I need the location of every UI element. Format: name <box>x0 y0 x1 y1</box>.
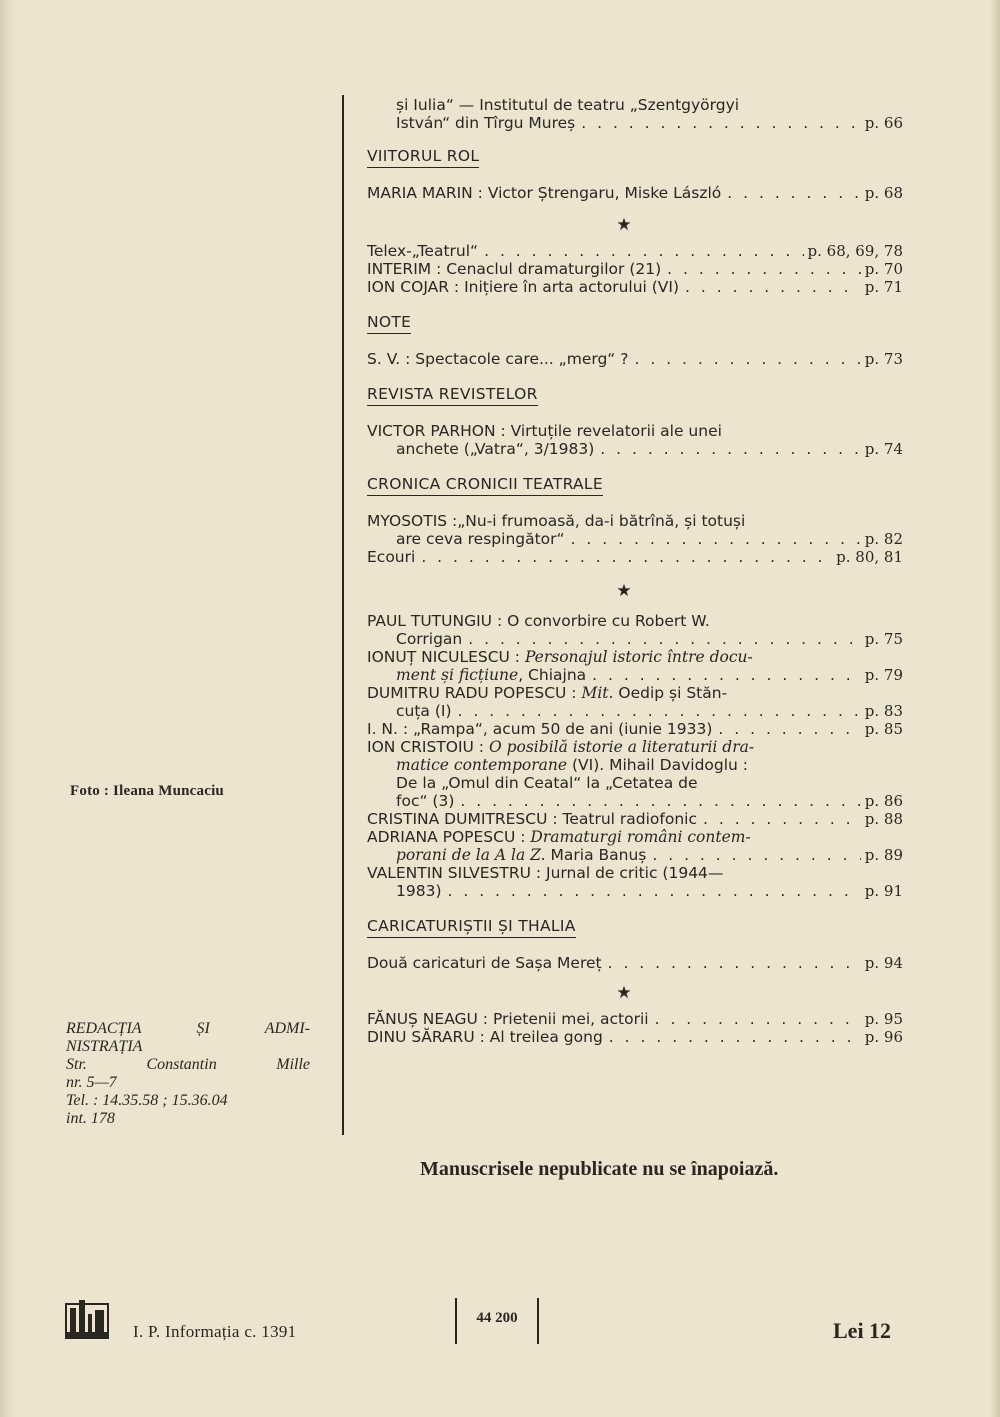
toc-text: CRISTINA DUMITRESCU : Teatrul radiofonic <box>367 810 697 828</box>
leader-dots <box>721 184 861 202</box>
address-line: int. 178 <box>66 1110 115 1127</box>
leader-dots <box>454 792 860 810</box>
page-ref: p. 89 <box>864 846 903 864</box>
toc-line <box>367 350 903 368</box>
toc-line <box>367 422 903 440</box>
toc-line <box>367 702 903 720</box>
toc-text: Două caricaturi de Sașa Mereț <box>367 954 602 972</box>
author-name: ADRIANA POPESCU : <box>367 828 531 846</box>
plain-text: , Chiajna <box>518 666 587 684</box>
author-name: IONUȚ NICULESCU : <box>367 648 525 666</box>
plain-text: Oedip și Stăn- <box>613 684 728 702</box>
leader-dots <box>586 666 861 684</box>
page-ref: p. 96 <box>864 1028 903 1046</box>
page-ref: p. 68, 69, 78 <box>807 242 903 260</box>
leader-dots <box>646 846 860 864</box>
price: Lei 12 <box>833 1318 892 1343</box>
page-ref: p. 82 <box>864 530 903 548</box>
page-ref: p. 95 <box>864 1010 903 1028</box>
leader-dots <box>594 440 860 458</box>
leader-dots <box>603 1028 861 1046</box>
section-heading <box>367 384 903 406</box>
address-line <box>66 1020 310 1038</box>
page-ref: p. 83 <box>864 702 903 720</box>
section-heading <box>367 312 903 334</box>
toc-line <box>367 666 903 684</box>
toc-line <box>367 612 903 630</box>
toc-line <box>367 720 903 738</box>
toc-text: De la „Omul din Ceatal“ la „Cetatea de <box>396 774 698 792</box>
toc-text: S. V. : Spectacole care... „merg“ ? <box>367 350 629 368</box>
page-ref: p. 70 <box>864 260 903 278</box>
toc-line <box>367 1028 903 1046</box>
toc-text: MYOSOTIS :„Nu-i frumoasă, da-i bătrînă, și totuși <box>367 512 746 530</box>
toc-line <box>367 792 903 810</box>
toc-line <box>367 512 903 530</box>
toc-text: MARIA MARIN : Victor Ștrengaru, Miske László <box>367 184 722 202</box>
page-ref: p. 88 <box>864 810 903 828</box>
address-text: Mille <box>276 1056 310 1073</box>
toc-line <box>367 810 903 828</box>
toc-text: István“ din Tîrgu Mureș <box>396 114 576 132</box>
toc-text: foc“ (3) <box>396 792 455 810</box>
page-ref: p. 75 <box>864 630 903 648</box>
toc-line <box>367 242 903 260</box>
italic-title: Dramaturgi români contem- <box>530 828 751 846</box>
toc-line <box>367 260 903 278</box>
toc-line <box>367 774 903 792</box>
editorial-address <box>66 1020 310 1128</box>
toc-line <box>367 684 903 702</box>
toc-line <box>367 548 903 566</box>
page-ref: p. 68 <box>864 184 903 202</box>
section-title: NOTE <box>367 312 411 334</box>
leader-dots <box>575 114 861 132</box>
toc-text: anchete („Vatra“, 3/1983) <box>396 440 595 458</box>
print-run: 44 200 <box>455 1298 539 1344</box>
address-line: nr. 5—7 <box>66 1074 117 1091</box>
author-name: ION CRISTOIU : <box>367 738 489 756</box>
printer-logo-icon <box>64 1296 110 1342</box>
page-ref: p. 79 <box>864 666 903 684</box>
italic-title: porani de la A la Z. <box>396 846 546 864</box>
leader-dots <box>712 720 860 738</box>
toc-line <box>367 846 903 864</box>
toc-line <box>367 864 903 882</box>
page-ref: p. 85 <box>864 720 903 738</box>
leader-dots <box>661 260 861 278</box>
page-ref: p. 71 <box>864 278 903 296</box>
italic-title: matice contemporane <box>396 756 568 774</box>
column-divider <box>342 95 344 1135</box>
toc-line <box>367 954 903 972</box>
address-text: ADMI- <box>264 1020 310 1037</box>
toc-text: DINU SĂRARU : Al treilea gong <box>367 1028 603 1046</box>
leader-dots <box>462 630 861 648</box>
section-title: VIITORUL ROL <box>367 146 479 168</box>
toc-line <box>367 756 903 774</box>
toc-line <box>367 114 903 132</box>
toc-line <box>367 440 903 458</box>
toc-text: Telex-„Teatrul“ <box>367 242 479 260</box>
section-heading <box>367 916 903 938</box>
toc-text: cuța (I) <box>396 702 452 720</box>
toc-text <box>367 828 751 846</box>
page-ref: p. 74 <box>864 440 903 458</box>
page-ref: p. 91 <box>864 882 903 900</box>
section-heading <box>367 474 903 496</box>
page-edge-right <box>990 0 1000 1417</box>
toc-text: FĂNUȘ NEAGU : Prietenii mei, actorii <box>367 1010 649 1028</box>
address-line <box>66 1056 310 1074</box>
toc-line <box>367 96 903 114</box>
address-line: NISTRAȚIA <box>66 1038 143 1055</box>
section-heading <box>367 146 903 168</box>
toc-text: I. N. : „Rampa“, acum 50 de ani (iunie 1933) <box>367 720 713 738</box>
leader-dots <box>679 278 861 296</box>
printer-imprint: I. P. Informația c. 1391 <box>133 1322 297 1341</box>
toc-line <box>367 648 903 666</box>
toc-text <box>396 666 586 684</box>
page-ref: p. 73 <box>864 350 903 368</box>
leader-dots <box>628 350 860 368</box>
plain-text: Maria Banuș <box>545 846 647 864</box>
toc-line <box>367 278 903 296</box>
page-edge-left <box>0 0 14 1417</box>
page-ref: p. 66 <box>864 114 903 132</box>
toc-text <box>396 756 748 774</box>
toc-line <box>367 184 903 202</box>
address-text: REDACȚIA <box>66 1020 142 1037</box>
leader-dots <box>602 954 861 972</box>
toc-text <box>367 648 753 666</box>
leader-dots <box>452 702 861 720</box>
toc-text: VALENTIN SILVESTRU : Jurnal de critic (1944— <box>367 864 724 882</box>
toc-line <box>367 630 903 648</box>
table-of-contents <box>367 96 903 1046</box>
toc-line <box>367 738 903 756</box>
page-ref: p. 86 <box>864 792 903 810</box>
toc-text: are ceva respingător“ <box>396 530 565 548</box>
section-title: REVISTA REVISTELOR <box>367 384 538 406</box>
star-separator: ★ <box>616 581 632 601</box>
toc-text: Ecouri <box>367 548 416 566</box>
toc-text: INTERIM : Cenaclul dramaturgilor (21) <box>367 260 662 278</box>
toc-line <box>367 1010 903 1028</box>
section-title: CARICATURIȘTII ȘI THALIA <box>367 916 576 938</box>
section-title: CRONICA CRONICII TEATRALE <box>367 474 603 496</box>
italic-title: ment și ficțiune <box>396 666 519 684</box>
toc-text: 1983) <box>396 882 442 900</box>
italic-title: Mit. <box>581 684 614 702</box>
toc-line <box>367 828 903 846</box>
star-separator: ★ <box>616 215 632 235</box>
toc-text: PAUL TUTUNGIU : O convorbire cu Robert W. <box>367 612 710 630</box>
manuscripts-notice: Manuscrisele nepublicate nu se înapoiază. <box>420 1158 779 1180</box>
toc-text: și Iulia“ — Institutul de teatru „Szentgyörgyi <box>396 96 740 114</box>
toc-text <box>367 738 754 756</box>
photo-credit: Foto : Ileana Muncaciu <box>70 783 224 799</box>
page-ref: p. 80, 81 <box>836 548 903 566</box>
leader-dots <box>649 1010 861 1028</box>
plain-text: (VI). Mihail Davidoglu : <box>567 756 749 774</box>
address-line: Tel. : 14.35.58 ; 15.36.04 <box>66 1092 228 1109</box>
italic-title: Personajul istoric între docu- <box>524 648 753 666</box>
star-separator: ★ <box>616 983 632 1003</box>
toc-text: ION COJAR : Inițiere în arta actorului (VI) <box>367 278 680 296</box>
leader-dots <box>415 548 832 566</box>
page-ref: p. 94 <box>864 954 903 972</box>
toc-line <box>367 882 903 900</box>
toc-text <box>367 684 727 702</box>
toc-text: Corrigan <box>396 630 463 648</box>
address-text: Str. <box>66 1056 87 1073</box>
toc-line <box>367 530 903 548</box>
address-text: Constantin <box>146 1056 217 1073</box>
toc-text: VICTOR PARHON : Virtuțile revelatorii ale unei <box>367 422 722 440</box>
author-name: DUMITRU RADU POPESCU : <box>367 684 582 702</box>
italic-title: O posibilă istorie a literaturii dra- <box>488 738 755 756</box>
leader-dots <box>442 882 861 900</box>
address-text: ȘI <box>196 1020 210 1037</box>
leader-dots <box>478 242 803 260</box>
toc-text <box>396 846 646 864</box>
leader-dots <box>697 810 861 828</box>
leader-dots <box>565 530 861 548</box>
